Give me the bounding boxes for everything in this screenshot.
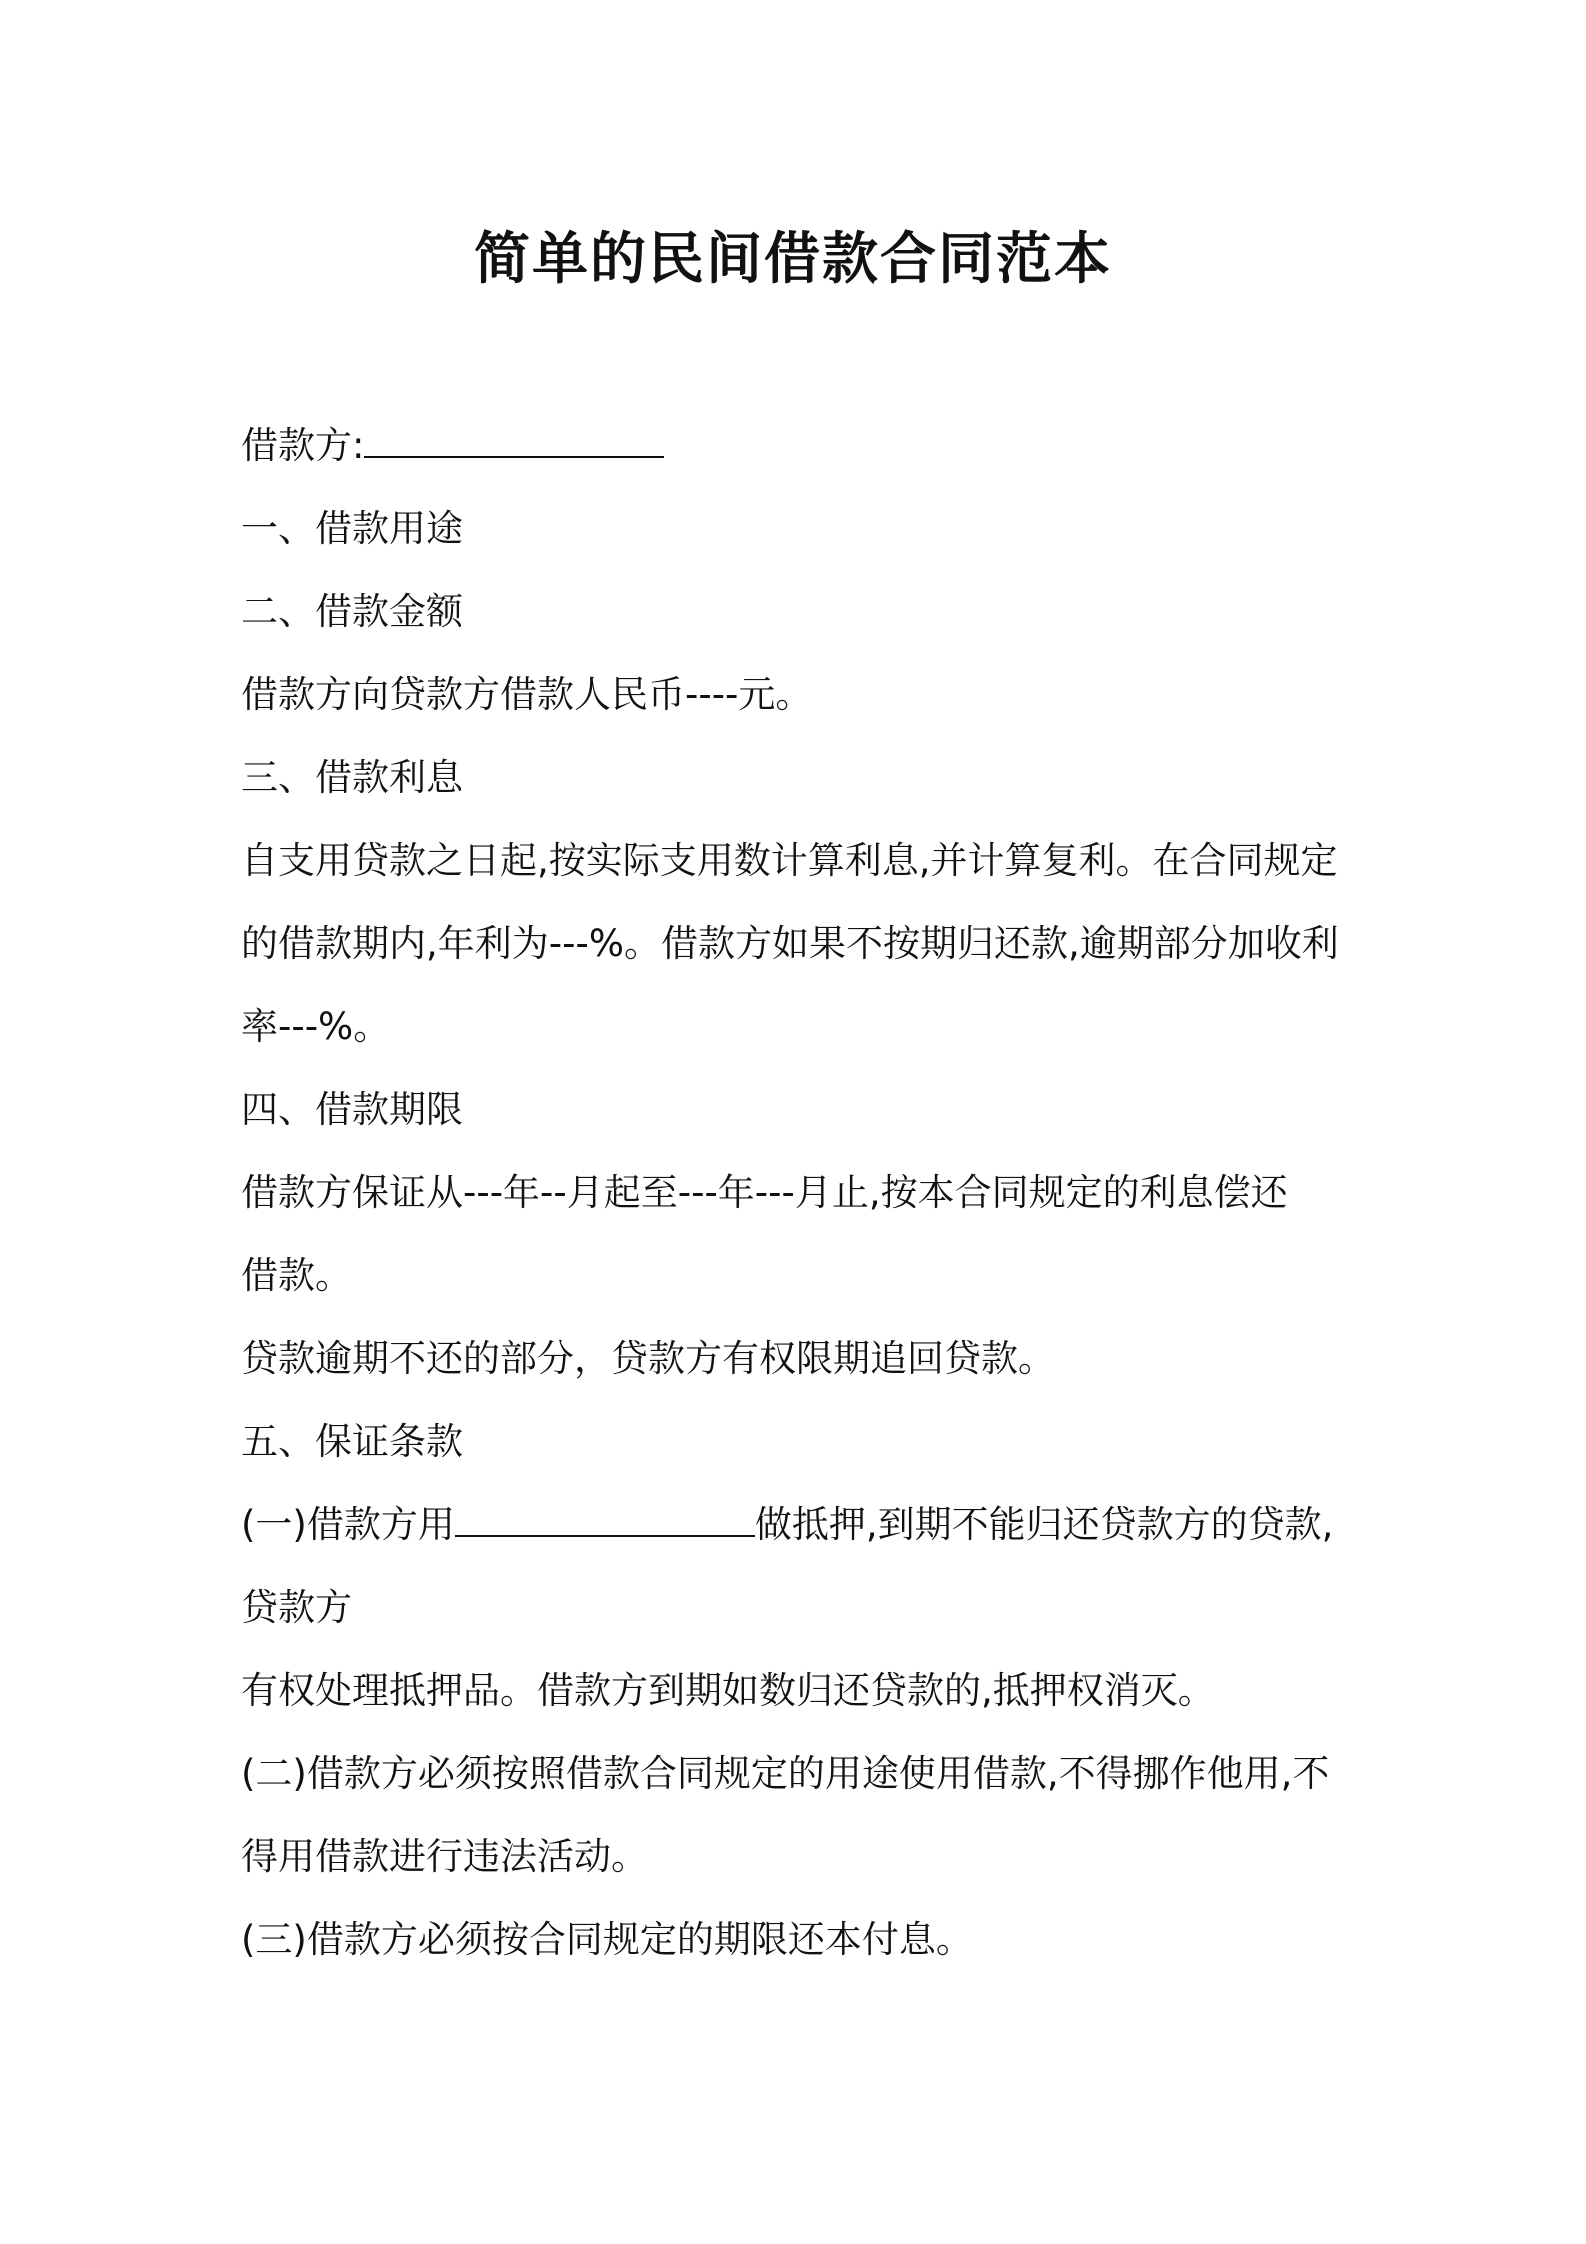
paragraph-amount: 借款方向贷款方借款人民币----元。 xyxy=(241,673,813,716)
paragraph-term-line-1: 借款方保证从---年--月起至---年---月止,按本合同规定的利息偿还 xyxy=(241,1171,1288,1214)
paragraph-interest-line-3: 率---%。 xyxy=(241,1005,391,1048)
clause-2-line-1: (二)借款方必须按照借款合同规定的用途使用借款,不得挪作他用,不 xyxy=(241,1752,1330,1795)
borrower-line xyxy=(241,404,1361,487)
paragraph-interest-line-2: 的借款期内,年利为---%。借款方如果不按期归还款,逾期部分加收利 xyxy=(241,922,1339,965)
collateral-blank xyxy=(455,1501,755,1537)
clause-1-suffix: 做抵押,到期不能归还贷款方的贷款, xyxy=(754,1503,1334,1546)
section-heading-term: 四、借款期限 xyxy=(241,1088,463,1131)
clause-1-line-3: 有权处理抵押品。借款方到期如数归还贷款的,抵押权消灭。 xyxy=(241,1669,1215,1712)
clause-1-prefix: (一)借款方用 xyxy=(241,1503,455,1546)
section-heading-guarantee: 五、保证条款 xyxy=(241,1420,463,1463)
paragraph-interest-line-1: 自支用贷款之日起,按实际支用数计算利息,并计算复利。在合同规定 xyxy=(241,839,1338,882)
document-body xyxy=(241,404,1361,1981)
clause-2-line-2: 得用借款进行违法活动。 xyxy=(241,1835,648,1878)
clause-3: (三)借款方必须按合同规定的期限还本付息。 xyxy=(241,1918,973,1961)
document-title: 简单的民间借款合同范本 xyxy=(474,227,1112,292)
borrower-blank xyxy=(364,422,664,458)
section-heading-amount: 二、借款金额 xyxy=(241,590,463,633)
paragraph-overdue: 贷款逾期不还的部分，贷款方有权限期追回贷款。 xyxy=(241,1337,1055,1380)
borrower-label: 借款方: xyxy=(241,424,365,467)
paragraph-term-line-2: 借款。 xyxy=(241,1254,352,1297)
section-heading-interest: 三、借款利息 xyxy=(241,756,463,799)
clause-1-line-1 xyxy=(241,1483,1361,1566)
section-heading-purpose: 一、借款用途 xyxy=(241,507,463,550)
clause-1-line-2: 贷款方 xyxy=(241,1586,352,1629)
